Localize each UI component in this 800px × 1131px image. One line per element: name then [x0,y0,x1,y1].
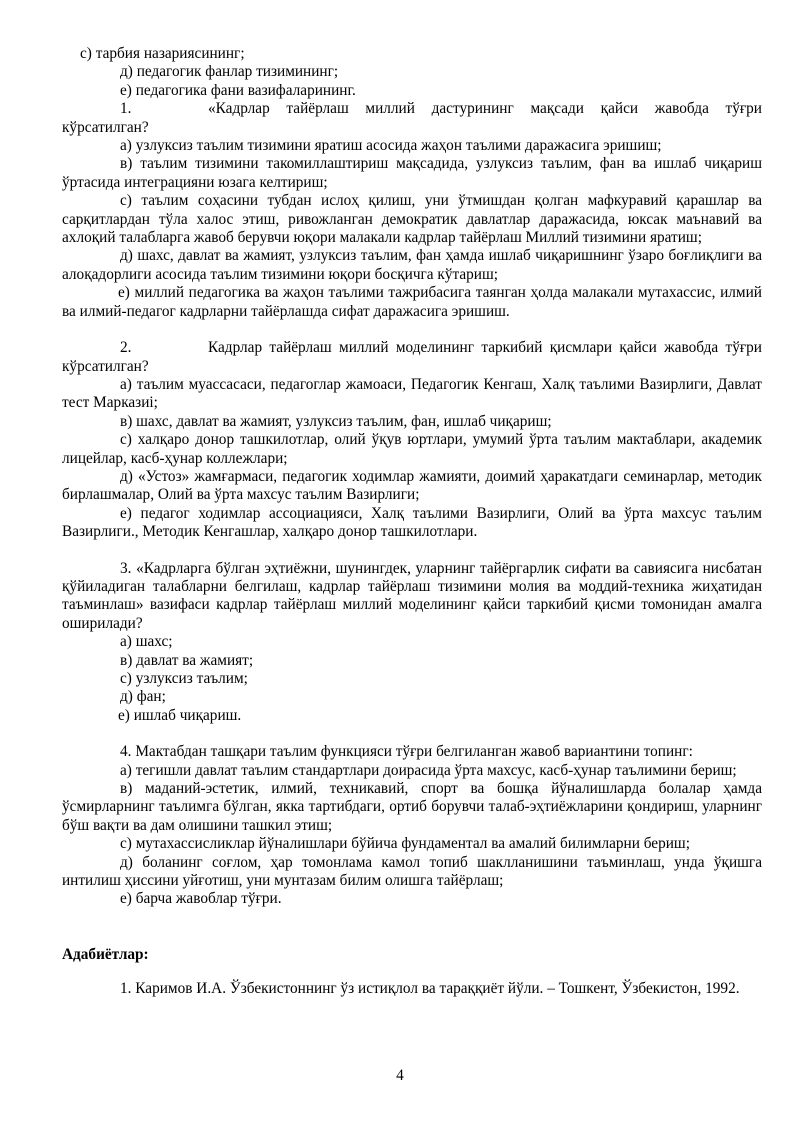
question-4 [62,743,762,909]
answer-option: е) педагог ходимлар ассоциацияси, Халқ таълими Вазирлиги, Олий ва ўрта махсус таълим Вазирлиги., Методик Кенгашлар, халқаро донор ташкилотлари. [62,504,762,541]
answer-option: а) узлуксиз таълим тизимини яратиш асосида жаҳон таълими даражасига эришиш; [120,137,662,155]
question-3 [62,560,762,726]
answer-option: д) шахс, давлат ва жамият, узлуксиз таълим, фан ҳамда ишлаб чиқаришнинг ўзаро боғлиқлиги ва алоқадорлиги асосида таълим тизимини юқори босқичга кўтариш; [62,247,762,283]
answer-option: е) ишлаб чиқариш. [118,706,242,724]
question-number: 2. [120,339,132,357]
answer-option: с) мутахассисликлар йўналишлари бўйича фундаментал ва амалий билимларни бериш; [120,835,690,853]
question-1 [62,100,762,321]
answer-option: д) «Устоз» жамғармаси, педагогик ходимлар жамияти, доимий ҳаракатдаги семинарлар, методик бирлашмалар, Олий ва ўрта махсус таълим Вазирлиги; [62,467,762,504]
reference-item: 1. Каримов И.А. Ўзбекистоннинг ўз истиқлол ва тараққиёт йўли. – Тошкент, Ўзбекистон, 1992. [120,980,740,998]
option-line: е) педагогика фани вазифаларининг. [120,81,356,99]
answer-option: в) шахс, давлат ва жамият, узлуксиз таълим, фан, ишлаб чиқариш; [120,412,552,430]
option-line: с) тарбия назариясининг; [80,45,245,62]
answer-option: с) халқаро донор ташкилотлар, олий ўқув юртлари, умумий ўрта таълим мактаблари, академик лицейлар, касб-ҳунар коллежлари; [62,431,762,467]
answer-option: а) таълим муассасаси, педагоглар жамоаси, Педагогик Кенгаш, Халқ таълими Вазирлиги, Давлат тест Марказиi; [62,375,762,412]
answer-option: в) таълим тизимини такомиллаштириш мақсадида, узлуксиз таълим, фан ва ишлаб чиқариш ўртасида интеграцияни юзага келтириш; [62,155,762,191]
section-heading: Адабиётлар: [62,945,149,963]
question-text: 2. Кадрлар тайёрлаш миллий моделининг таркибий қисмлари қайси жавобда тўғри кўрсатилган? [62,339,762,375]
answer-option: е) барча жавоблар тўғри. [120,890,282,908]
question-number: 4. [120,743,132,761]
answer-option: в) маданий-эстетик, илмий, техникавий, спорт ва бошқа йўналишларда болалар ҳамда ўсмирларнинг таълимга бўлган, якка тартибдаги, ортиб борувчи талаб-эҳтиёжларини қондириш, уларнинг бўш вақти ва дам олишини ташкил этиш; [62,780,762,834]
page-number: 4 [396,1067,404,1084]
answer-option: в) давлат ва жамият; [120,651,254,669]
question-2 [62,339,762,541]
option-line: д) педагогик фанлар тизимининг; [120,63,339,81]
answer-option: с) узлуксиз таълим; [120,670,248,687]
question-text: 1. «Кадрлар тайёрлаш миллий дастурининг мақсади қайси жавобда тўғри кўрсатилган? [62,100,762,136]
question-text: 4. Мактабдан ташқари таълим функцияси тўғри белгиланган жавоб вариантини топинг: [120,743,693,761]
question-number: 1. [120,100,132,118]
answer-option: д) фан; [120,688,166,706]
answer-option: е) миллий педагогика ва жаҳон таълими тажрибасига таянган ҳолда малакали мутахассис, илмий ва илмий-педагог кадрларни тайёрлашда сифат даражасига эришиш. [62,284,762,320]
answer-option: а) шахс; [120,633,173,651]
answer-option: д) боланинг соғлом, ҳар томонлама камол топиб шаклланишини таъминлаш, унда ўқишга интилиш ҳиссини уйғотиш, уни мунтазам билим олишга тайёрлаш; [62,853,762,890]
document-page [62,45,762,999]
answer-option: а) тегишли давлат таълим стандартлари доирасида ўрта махсус, касб-ҳунар таълимини бериш; [120,761,737,779]
question-number: 3. [120,559,132,577]
question-text: 3. «Кадрларга бўлган эҳтиёжни, шунингдек, уларнинг тайёргарлик сифати ва савиясига нисбатан қўйиладиган талабларни белгилаш, кадрлар тайёрлаш тизимини молия ва моддий-техника жиҳатидан таъминлаш» вазифаси кадрлар тайёрлаш миллий моделининг қайси таркибий қисми томонидан амалга оширилади? [62,559,762,632]
answer-option: с) таълим соҳасини тубдан ислоҳ қилиш, уни ўтмишдан қолган мафкуравий қарашлар ва сарқитлардан тўла халос этиш, ривожланган демократик давлатлар даражасида, юксак маънавий ва ахлоқий талабларга жавоб берувчи юқори малакали кадрлар тайёрлаш Миллий тизимини яратиш; [62,192,762,247]
